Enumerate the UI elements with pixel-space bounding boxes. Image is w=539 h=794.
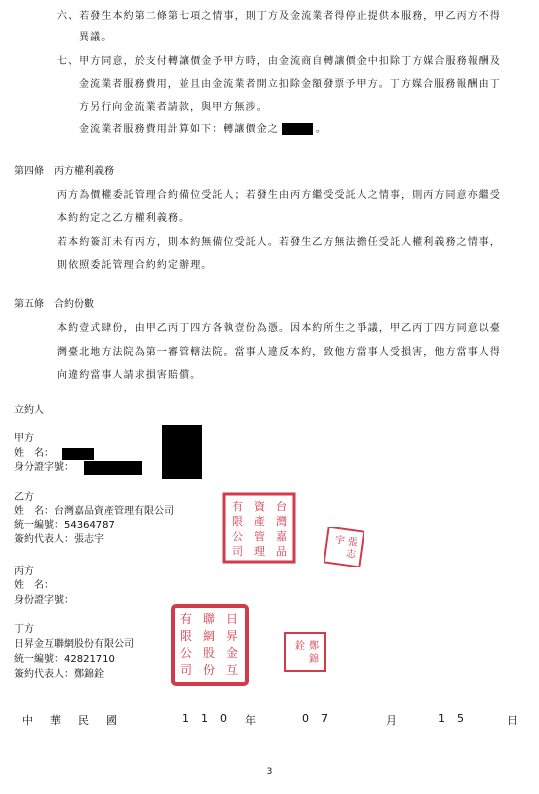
party-d-tax-value: 42821710: [64, 654, 115, 665]
party-a-name-label: 姓 名：: [14, 448, 54, 459]
clause-7-line-2: 金流業者服務費用，並且由金流業者開立扣除金額發票予甲方。丁方媒合服務報酬由丁: [79, 79, 501, 90]
party-b-company-seal-glyph: 嘉: [276, 530, 287, 543]
party-b-company-seal-glyph: 產: [254, 515, 265, 528]
page-number: 3: [266, 767, 273, 777]
party-b-company-seal-glyph: 台: [276, 500, 287, 513]
party-a-label: 甲方: [14, 433, 34, 444]
service-fee-redaction: [282, 123, 313, 135]
party-d-company-seal-glyph: 互: [226, 663, 239, 677]
party-d-company-seal-glyph: 網: [203, 629, 216, 643]
party-b-company-seal: [222, 492, 296, 564]
party-b-name-label: 姓 名：: [14, 506, 54, 517]
article-4-p2-line-2: 則依照委託管理合約約定辦理。: [57, 260, 213, 271]
party-d-tax-label: 統一編號：: [14, 654, 64, 665]
party-b-rep-seal-glyph: 志: [345, 548, 357, 561]
party-b-company-seal-glyph: 公: [232, 530, 243, 543]
party-c-label: 丙方: [14, 566, 34, 577]
party-b-name-value: 台灣嘉品資產管理有限公司: [54, 506, 174, 517]
article-5-heading: 第五條 合約份數: [14, 299, 94, 310]
party-d-rep-seal-glyph: 錦: [309, 654, 319, 665]
party-d-representative: [14, 668, 104, 682]
party-d-company-seal-glyph: 公: [180, 646, 193, 660]
date-year-unit: 年: [245, 714, 256, 727]
date-month: 07: [302, 712, 340, 725]
party-d-company-seal: [170, 603, 250, 687]
party-d-name-value: 日昇金互聯網股份有限公司: [14, 639, 134, 650]
article-4-heading: 第四條 丙方權利義務: [14, 166, 114, 177]
clause-6-line-1: 六、若發生本約第二條第七項之情事，則丁方及金流業者得停止提供本服務，甲乙丙方不得: [57, 11, 501, 22]
party-a-id-redaction: [84, 461, 142, 475]
article-5-p1-line-2: 灣臺北地方法院為第一審管轄法院。當事人違反本約，致他方當事人受損害，他方當事人得: [57, 347, 501, 358]
party-d-company-seal-glyph: 司: [180, 663, 193, 677]
party-d-label: 丁方: [14, 624, 34, 635]
party-b-name: [14, 505, 174, 519]
party-b-company-seal-glyph: 司: [232, 545, 243, 558]
party-a-id-label: 身分證字號：: [14, 462, 74, 473]
party-b-rep-seal-glyph: 張: [346, 536, 359, 549]
service-fee-prefix: 金流業者服務費用計算如下：轉讓價金之: [79, 124, 279, 135]
party-b-label: 乙方: [14, 492, 34, 503]
party-d-company-seal-glyph: 昇: [226, 629, 239, 643]
party-d-tax-id: [14, 653, 115, 667]
date-era: 中 華 民 國: [22, 714, 120, 727]
party-b-company-seal-glyph: 品: [276, 545, 287, 558]
party-d-company-seal-glyph: 限: [180, 629, 193, 643]
party-c-id-label: 身份證字號：: [14, 595, 74, 606]
article-4-p1-line-1: 丙方為價權委託管理合約備位受託人；若發生由丙方繼受受託人之情事，則丙方同意亦繼受: [57, 190, 501, 201]
article-4-p2-line-1: 若本約簽訂未有丙方，則本約無備位受託人。若發生乙方無法擔任受託人權利義務之情事，: [57, 237, 501, 248]
party-d-company-seal-glyph: 股: [203, 646, 216, 660]
party-b-tax-id: [14, 519, 115, 533]
party-d-company-seal-glyph: 日: [226, 612, 239, 626]
party-b-company-seal-glyph: 理: [254, 545, 265, 558]
date-day: 15: [438, 712, 476, 725]
party-b-representative: [14, 533, 104, 547]
party-c-name-label: 姓 名：: [14, 580, 54, 591]
party-d-rep-seal-glyph: 鄭: [309, 641, 319, 652]
party-a-name-redaction: [62, 448, 94, 460]
party-d-company-seal-glyph: 份: [203, 663, 216, 677]
date-year: 110: [182, 712, 239, 725]
date-day-unit: 日: [507, 714, 518, 727]
party-b-rep-seal-glyph: 宇: [334, 534, 346, 547]
clause-7-line-1: 七、甲方同意，於支付轉讓價金予甲方時，由金流商自轉讓價金中扣除丁方媒合服務報酬及: [57, 56, 501, 67]
party-b-rep-label: 簽約代表人：: [14, 534, 74, 545]
signatories-title: 立約人: [14, 405, 44, 416]
party-b-company-seal-glyph: 管: [254, 530, 265, 543]
party-b-tax-label: 統一編號：: [14, 520, 64, 531]
clause-7-line-4: [79, 123, 327, 137]
clause-6-line-2: 異議。: [79, 32, 113, 43]
service-fee-suffix: 。: [315, 124, 327, 135]
party-a-seal-redaction: [162, 425, 202, 479]
party-b-rep-seal: [324, 527, 364, 567]
party-b-company-seal-glyph: 限: [232, 515, 243, 528]
article-4-p1-line-2: 本約約定之乙方權利義務。: [57, 213, 191, 224]
article-5-p1-line-3: 向違約當事人請求損害賠償。: [57, 370, 202, 381]
date-month-unit: 月: [386, 714, 397, 727]
party-b-rep-value: 張志宇: [74, 534, 104, 545]
party-d-rep-value: 鄭錦銓: [74, 669, 104, 680]
party-b-company-seal-glyph: 資: [254, 500, 265, 513]
article-5-p1-line-1: 本約壹式肆份，由甲乙丙丁四方各執壹份為憑。因本約所生之爭議，甲乙丙丁四方同意以臺: [57, 323, 501, 334]
clause-7-line-3: 方另行向金流業者請款，與甲方無涉。: [79, 102, 268, 113]
party-d-company-seal-glyph: 金: [226, 646, 239, 660]
party-d-rep-seal: [283, 631, 327, 673]
party-b-tax-value: 54364787: [64, 520, 115, 531]
party-d-rep-label: 簽約代表人：: [14, 669, 74, 680]
party-d-rep-seal-glyph: 銓: [295, 641, 305, 652]
party-b-company-seal-glyph: 灣: [276, 515, 287, 528]
party-d-company-seal-glyph: 有: [180, 612, 193, 626]
party-d-company-seal-glyph: 聯: [203, 612, 216, 626]
party-b-company-seal-glyph: 有: [232, 500, 243, 513]
